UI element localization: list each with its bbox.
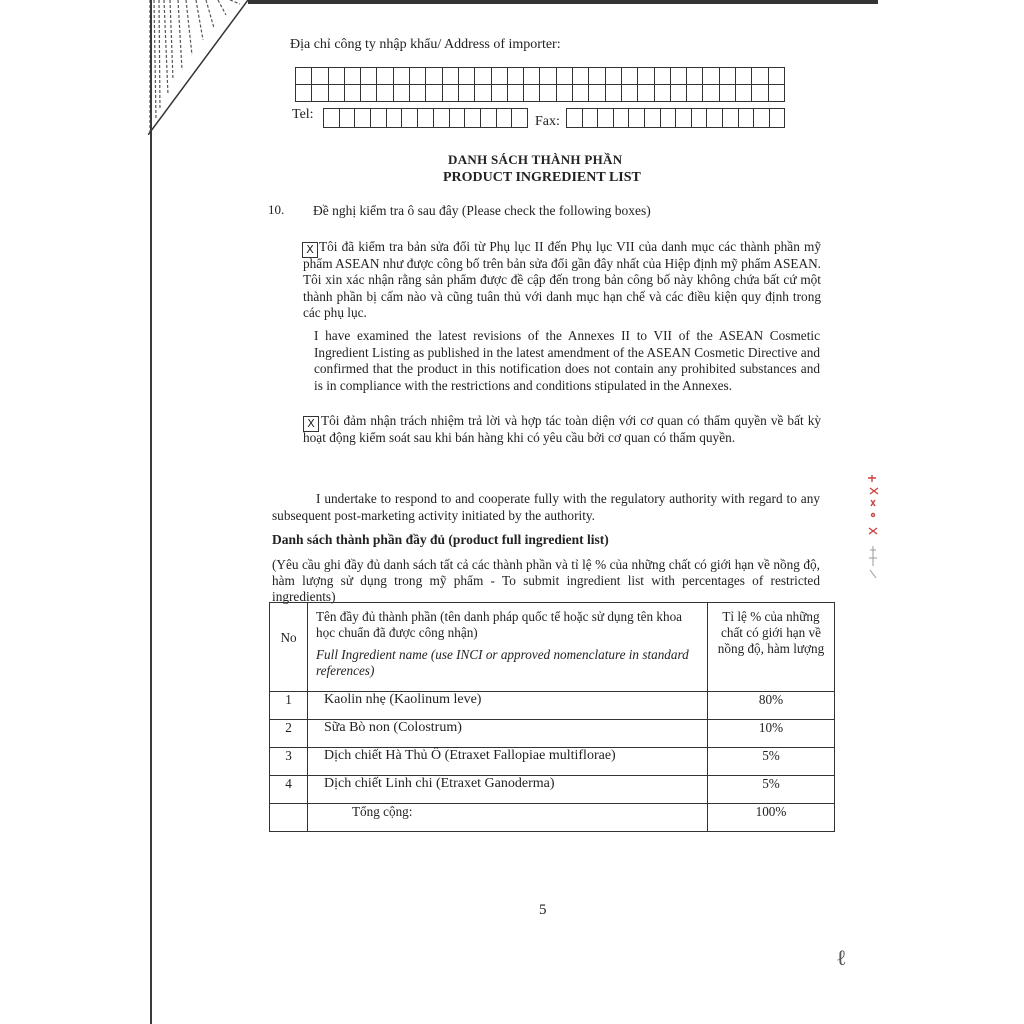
annex-compliance-vi-text: Tôi đã kiểm tra bản sửa đổi từ Phụ lục II đến Phụ lục VII của danh mục các thành phần mỹ phẩm ASEAN như được công bố trên bản sửa đổi gần đây nhất của Hiệp định mỹ phẩm ASEAN. Tôi xin xác nhận rằng sản phẩm được đề cập đến trong bản công bố này không chứa bất cứ một thành phần bị cấm nào và cũng tuân thủ với danh mục hạn chế và các điều kiện quy định trong các phụ lục.: [303, 239, 821, 320]
title-english: PRODUCT INGREDIENT LIST: [443, 170, 641, 185]
annex-compliance-en: I have examined the latest revisions of the Annexes II to VII of the ASEAN Cosmetic Ingredient Listing as published in the latest amendment of the ASEAN Cosmetic Directive and confirmed that the product in this notification does not contain any prohibited substances and is in compliance with the restrictions and conditions stipulated in the Annexes.: [314, 328, 820, 393]
total-no-cell: [270, 804, 308, 832]
scan-margin: [0, 0, 152, 1024]
ingredient-table: [269, 602, 835, 832]
ingredient-list-heading: Danh sách thành phần đầy đủ (product full ingredient list): [272, 532, 609, 547]
scan-binding-texture: [148, 0, 248, 135]
fax-label: Fax:: [535, 114, 560, 129]
section-number: 10.: [268, 202, 285, 217]
row-percentage: 80%: [708, 692, 835, 720]
row-percentage: 5%: [708, 748, 835, 776]
page-left-edge: [150, 0, 152, 1024]
ingredient-table-header: [270, 603, 835, 692]
title-vietnamese: DANH SÁCH THÀNH PHẦN: [448, 152, 623, 167]
post-marketing-vi-text: Tôi đảm nhận trách nhiệm trả lời và hợp tác toàn diện với cơ quan có thẩm quyền về bất kỳ hoạt động kiểm soát sau khi bán hàng khi có yêu cầu bởi cơ quan có thẩm quyền.: [303, 413, 821, 445]
row-ingredient-name: Sữa Bò non (Colostrum): [308, 720, 708, 748]
ingredient-list-note: (Yêu cầu ghi đầy đủ danh sách tất cả các thành phần và tỉ lệ % của những chất có giới hạn về nồng độ, hàm lượng sử dụng trong mỹ phẩm - To submit ingredient list with percentages of restricted ingredients): [272, 557, 820, 604]
header-name: [308, 603, 708, 692]
side-stamp-mark: [858, 470, 888, 590]
header-percentage: Tỉ lệ % của những chất có giới hạn về nồng độ, hàm lượng: [708, 603, 835, 692]
importer-address-label: Địa chỉ công ty nhập khẩu/ Address of importer:: [290, 37, 561, 52]
importer-address-boxes[interactable]: [295, 67, 785, 102]
row-no: 1: [270, 692, 308, 720]
table-row: [270, 692, 835, 720]
total-label: Tổng cộng:: [308, 804, 708, 832]
handwritten-mark: ℓ: [836, 946, 847, 971]
row-no: 2: [270, 720, 308, 748]
page-top-edge: [248, 0, 878, 4]
annex-compliance-vi: [303, 239, 821, 322]
section-instruction: Đề nghị kiểm tra ô sau đây (Please check the following boxes): [313, 203, 651, 218]
row-no: 4: [270, 776, 308, 804]
header-name-en: Full Ingredient name (use INCI or approved nomenclature in standard references): [316, 647, 689, 678]
table-row: [270, 776, 835, 804]
post-marketing-en-text: I undertake to respond to and cooperate fully with the regulatory authority with regard to any subsequent post-marketing activity initiated by the authority.: [272, 491, 820, 523]
tel-label: Tel:: [292, 107, 314, 122]
post-marketing-vi: [303, 413, 821, 446]
table-row: [270, 748, 835, 776]
row-percentage: 10%: [708, 720, 835, 748]
header-no: No: [270, 603, 308, 692]
checkbox-post-marketing[interactable]: X: [303, 416, 319, 432]
page-number: 5: [539, 902, 547, 918]
post-marketing-en: [272, 491, 820, 524]
row-ingredient-name: Kaolin nhẹ (Kaolinum leve): [308, 692, 708, 720]
row-ingredient-name: Dịch chiết Linh chi (Etraxet Ganoderma): [308, 776, 708, 804]
table-row: [270, 720, 835, 748]
row-ingredient-name: Dịch chiết Hà Thủ Ô (Etraxet Fallopiae multiflorae): [308, 748, 708, 776]
row-percentage: 5%: [708, 776, 835, 804]
fax-boxes[interactable]: [566, 108, 785, 128]
table-total-row: [270, 804, 835, 832]
total-percentage: 100%: [708, 804, 835, 832]
header-name-vi: Tên đầy đủ thành phần (tên danh pháp quốc tế hoặc sử dụng tên khoa học chuẩn đã được công nhận): [316, 609, 683, 640]
row-no: 3: [270, 748, 308, 776]
tel-boxes[interactable]: [323, 108, 528, 128]
checkbox-annex-compliance[interactable]: X: [302, 242, 318, 258]
